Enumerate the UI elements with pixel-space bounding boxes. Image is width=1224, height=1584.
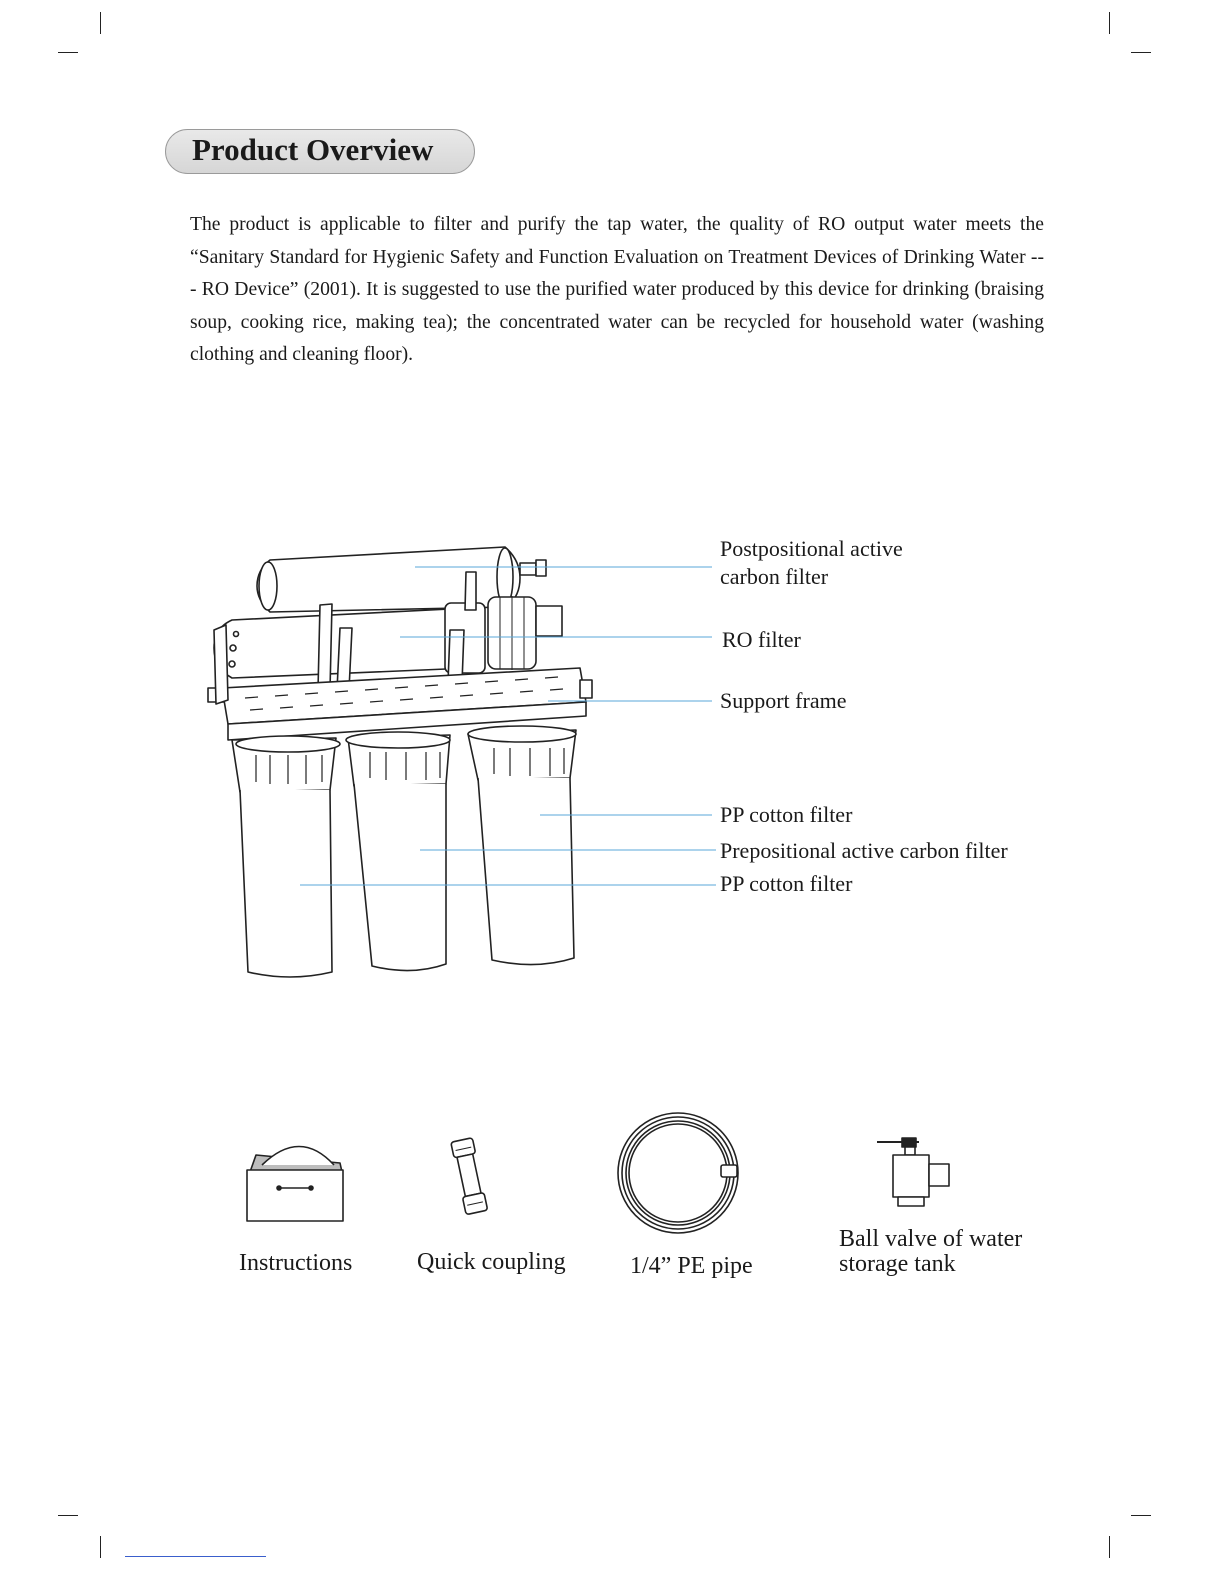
label-instructions: Instructions bbox=[239, 1250, 353, 1276]
pe-pipe-icon bbox=[618, 1113, 738, 1233]
quick-coupling-icon bbox=[451, 1138, 488, 1215]
ball-valve-icon bbox=[877, 1138, 949, 1206]
label-postpositional-carbon-filter: Postpositional active carbon filter bbox=[720, 536, 903, 589]
label-ro-filter: RO filter bbox=[722, 627, 801, 652]
label-pe-pipe: 1/4” PE pipe bbox=[630, 1253, 753, 1279]
label-ball-valve: Ball valve of water storage tank bbox=[839, 1226, 1023, 1277]
label-pp-cotton-filter-2: PP cotton filter bbox=[720, 871, 853, 896]
label-quick-coupling: Quick coupling bbox=[417, 1249, 566, 1275]
label-prepositional-carbon-filter: Prepositional active carbon filter bbox=[720, 838, 1008, 863]
intro-paragraph: The product is applicable to filter and purify the tap water, the quality of RO output water meets the “Sanitary Standard for Hygienic Safety and Function Evaluation on Treatment Devices of Drinking Water --- RO Device” (2001). It is suggested to use the purified water produced by this device for drinking (braising soup, cooking rice, making tea); the concentrated water can be recycled for household water (washing clothing and cleaning floor). bbox=[190, 214, 1044, 366]
instructions-icon bbox=[247, 1147, 343, 1222]
label-pp-cotton-filter-1: PP cotton filter bbox=[720, 802, 853, 827]
page-title: Product Overview bbox=[192, 132, 434, 167]
label-support-frame: Support frame bbox=[720, 688, 847, 713]
footer-link-underline bbox=[125, 1556, 266, 1557]
